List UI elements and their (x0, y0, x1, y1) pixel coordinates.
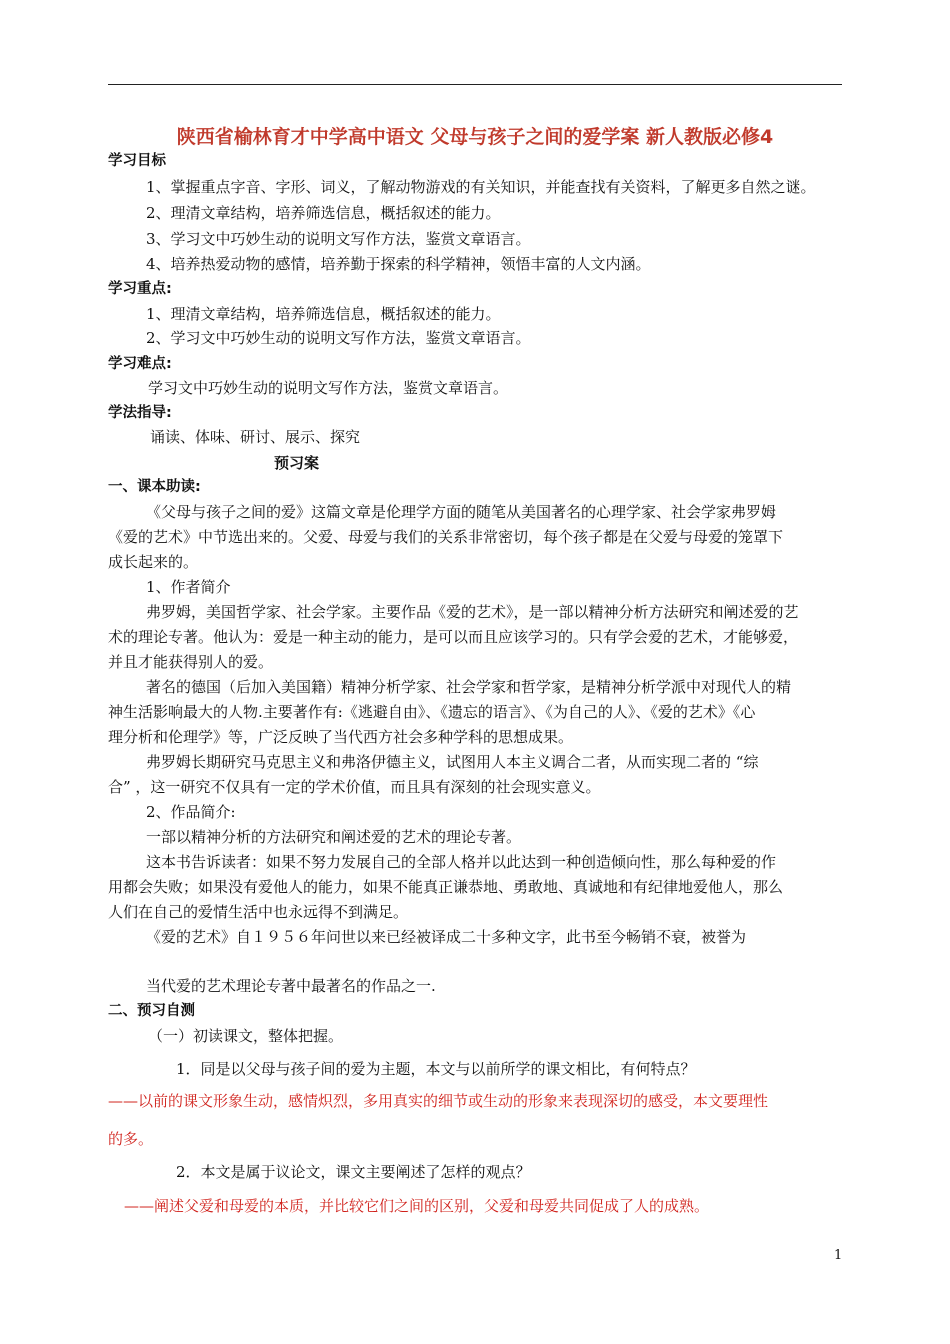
author-line: 并且才能获得别人的爱。 (108, 653, 274, 671)
section2-heading: 二、预习自测 (108, 1003, 195, 1019)
work-heading: 2、作品简介: (146, 803, 236, 821)
header-rule (108, 84, 842, 85)
goal-item: 2、理清文章结构，培养筛选信息，概括叙述的能力。 (146, 204, 501, 222)
intro-line: 《爱的艺术》中节选出来的。父爱、母爱与我们的关系非常密切，每个孩子都是在父爱与母爱的笼罩下 (108, 528, 784, 546)
goal-item: 1、掌握重点字音、字形、词义，了解动物游戏的有关知识，并能查找有关资料，了解更多自然之谜。 (146, 178, 816, 196)
intro-line: 《父母与孩子之间的爱》这篇文章是伦理学方面的随笔从美国著名的心理学家、社会学家弗罗姆 (146, 503, 777, 521)
work-line: 用都会失败；如果没有爱他人的能力，如果不能真正谦恭地、勇敢地、真诚地和有纪律地爱他人，那么 (108, 878, 784, 896)
author-line: 理分析和伦理学》等，广泛反映了当代西方社会多种学科的思想成果。 (108, 728, 574, 746)
key-points-heading: 学习重点: (108, 281, 172, 297)
work-line: 当代爱的艺术理论专著中最著名的作品之一. (146, 977, 436, 995)
author-line: 神生活影响最大的人物.主要著作有:《逃避自由》、《遗忘的语言》、《为自己的人》、《爱的艺术》《心 (108, 703, 756, 721)
author-heading: 1、作者简介 (146, 578, 231, 596)
key-point-item: 1、理清文章结构，培养筛选信息，概括叙述的能力。 (146, 305, 501, 323)
answer-1-line: 的多。 (108, 1130, 154, 1148)
answer-1-line: ——以前的课文形象生动，感情炽烈，多用真实的细节或生动的形象来表现深切的感受，本文要理性 (108, 1092, 769, 1110)
work-line: 人们在自己的爱情生活中也永远得不到满足。 (108, 903, 409, 921)
subsection-heading: （一）初读课文，整体把握。 (148, 1027, 344, 1045)
author-line: 弗罗姆长期研究马克思主义和弗洛伊德主义，试图用人本主义调合二者，从而实现二者的 “综 (146, 753, 759, 771)
preview-title: 预习案 (274, 454, 320, 472)
difficulty-text: 学习文中巧妙生动的说明文写作方法，鉴赏文章语言。 (148, 379, 509, 397)
author-line: 弗罗姆，美国哲学家、社会学家。主要作品《爱的艺术》，是一部以精神分析方法研究和阐述爱的艺 (146, 603, 799, 621)
method-heading: 学法指导: (108, 405, 172, 421)
work-line: 这本书告诉读者：如果不努力发展自己的全部人格并以此达到一种创造倾向性，那么每种爱的作 (146, 853, 777, 871)
section1-heading: 一、课本助读: (108, 479, 201, 495)
method-text: 诵读、体味、研讨、展示、探究 (150, 428, 361, 446)
goals-heading: 学习目标 (108, 153, 166, 169)
work-line: 《爱的艺术》自１９５６年问世以来已经被译成二十多种文字，此书至今畅销不衰，被誉为 (146, 928, 747, 946)
goal-item: 3、学习文中巧妙生动的说明文写作方法，鉴赏文章语言。 (146, 230, 531, 248)
goal-item: 4、培养热爱动物的感情，培养勤于探索的科学精神，领悟丰富的人文内涵。 (146, 255, 651, 273)
answer-2: ——阐述父爱和母爱的本质，并比较它们之间的区别，父爱和母爱共同促成了人的成熟。 (124, 1197, 710, 1215)
author-line: 合” ，这一研究不仅具有一定的学术价值，而且具有深刻的社会现实意义。 (108, 778, 601, 796)
intro-line: 成长起来的。 (108, 553, 199, 571)
question-1: 1．同是以父母与孩子间的爱为主题，本文与以前所学的课文相比，有何特点？ (176, 1060, 696, 1078)
page-number: 1 (834, 1248, 843, 1263)
author-line: 著名的德国（后加入美国籍）精神分析学家、社会学家和哲学家，是精神分析学派中对现代人的精 (146, 678, 792, 696)
question-2: 2．本文是属于议论文，课文主要阐述了怎样的观点？ (176, 1163, 531, 1181)
work-line: 一部以精神分析的方法研究和阐述爱的艺术的理论专著。 (146, 828, 522, 846)
key-point-item: 2、学习文中巧妙生动的说明文写作方法，鉴赏文章语言。 (146, 329, 531, 347)
document-title: 陕西省榆林育才中学高中语文 父母与孩子之间的爱学案 新人教版必修4 (176, 126, 774, 148)
author-line: 术的理论专著。他认为：爱是一种主动的能力，是可以而且应该学习的。只有学会爱的艺术，才能够爱， (108, 628, 799, 646)
difficulty-heading: 学习难点: (108, 356, 172, 372)
